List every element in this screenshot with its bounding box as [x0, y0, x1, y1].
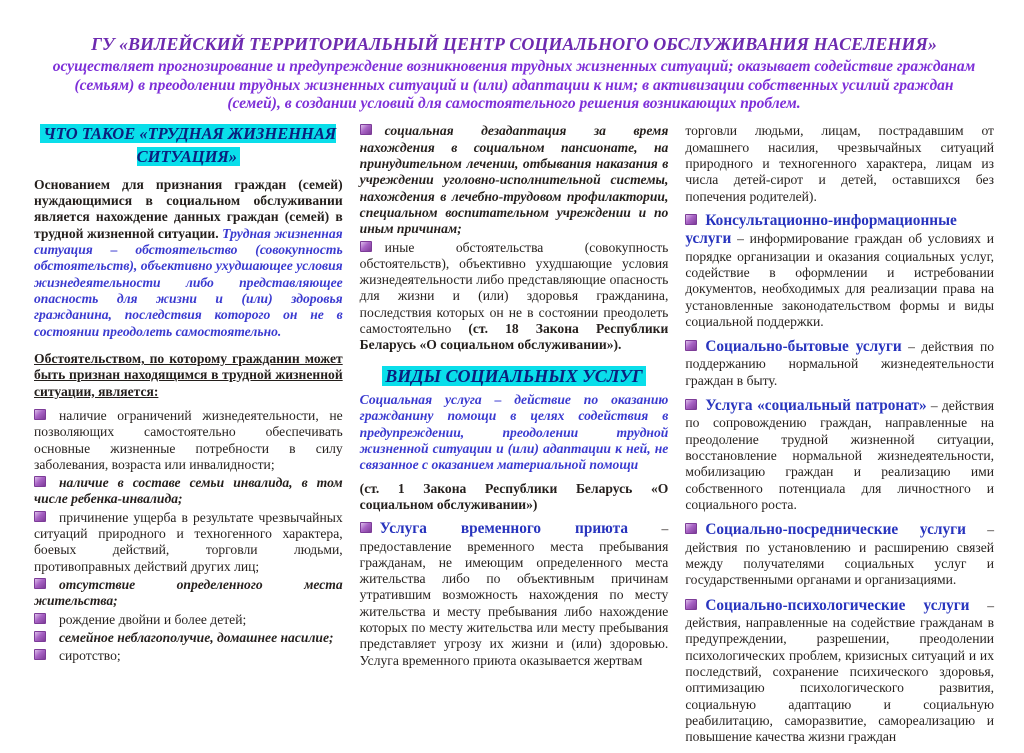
service-body: – действия, направленные на содействие гражданам в предупреждении, разрешении, преодолении психологических проблем, кризисных ситуаций и их последствий, сохранение психического здоровья, оптимизацию психологического развития, социальную адаптацию и социальную реабилитацию, саморазвитие, самореализацию и повышение качества жизни граждан: [685, 597, 995, 745]
intro-paragraph: [34, 177, 343, 340]
square-bullet-icon: [685, 523, 697, 534]
social-service-definition: Социальная услуга – действие по оказанию гражданину помощи в целях содействия в предупреждении, преодолении трудной жизненной ситуации и (или) адаптации к ней, не связанное с оказанием материальной помощи: [359, 391, 669, 473]
list-item-text: социальная дезадаптация за время нахождения в социальном пансионате, на принудительном лечении, отбывания наказания в учреждении уголовно-исполнительной системы, нахождения в лечебно-трудовом профилактории, специальном воспитательном учреждении и по иным причинам;: [359, 123, 669, 237]
content-columns: [34, 123, 994, 753]
list-item: [34, 475, 343, 508]
square-bullet-icon: [34, 613, 46, 624]
page-subtitle: осуществляет прогнозирование и предупреждение возникновения трудных жизненных ситуаций; оказывает содействие гражданам (семьям) в преодолении трудных жизненных ситуаций и (или) адаптации к ним; в активизации собственных усилий граждан (семей), в создании условий для самостоятельного решения возникающих проблем.: [52, 57, 976, 113]
section-heading-wrap: [34, 123, 343, 168]
service-title: Социально-бытовые услуги: [705, 338, 902, 356]
list-subheading: Обстоятельством, по которому гражданин может быть признан находящимся в трудной жизненной ситуации, является:: [34, 350, 343, 399]
square-bullet-icon: [34, 511, 46, 522]
service-body: – предоставление временного места пребывания гражданам, не имеющим определенного места жительства либо по объективным причинам утратившим возможность нахождения по месту жительства и месту пребывания либо нахождение которых по месту жительства или месту пребывания представляет угрозу их жизни и (или) здоровью. Услуга временного приюта оказывается жертвам: [359, 521, 669, 668]
left-column: [34, 123, 343, 753]
right-column: [685, 123, 994, 753]
definition-blue-text: Трудная жизненная ситуация – обстоятельство (совокупность обстоятельств), объективно ухудшающее условия жизнедеятельности либо представляющее опасность для жизни и (или) здоровья гражданина, последствия которого он не в состоянии преодолеть самостоятельно.: [34, 225, 343, 339]
square-bullet-icon: [34, 649, 46, 660]
square-bullet-icon: [360, 522, 372, 533]
law-reference: (ст. 1 Закона Республики Беларусь «О социальном обслуживании»): [359, 480, 669, 512]
page-title: ГУ «ВИЛЕЙСКИЙ ТЕРРИТОРИАЛЬНЫЙ ЦЕНТР СОЦИАЛЬНОГО ОБСЛУЖИВАНИЯ НАСЕЛЕНИЯ»: [91, 34, 937, 54]
square-bullet-icon: [34, 578, 46, 589]
square-bullet-icon: [34, 409, 46, 420]
service-body: – действия по сопровождению граждан, направленные на преодоление трудной жизненной ситуации, восстановление нормальной жизнедеятельности, мобилизацию граждан и реализацию ими собственного потенциала для личностного и социального роста.: [685, 398, 995, 512]
service-title: Социально-психологические услуги: [705, 596, 970, 614]
list-item: [34, 648, 343, 664]
square-bullet-icon: [685, 599, 697, 610]
service-item: [685, 338, 994, 389]
list-item-text: иные обстоятельства (совокупность обстоятельств), объективно ухудшающие условия жизнедеятельности либо представляющие опасность для жизни и (или) здоровья гражданина, последствия которых он не в состоянии преодолеть самостоятельно: [359, 239, 669, 337]
list-item-text: причинение ущерба в результате чрезвычайных ситуаций природного и техногенного характера, боевых действий, торговли людьми, противоправных действий других лиц;: [34, 509, 343, 574]
square-bullet-icon: [34, 476, 46, 487]
square-bullet-icon: [685, 399, 697, 410]
continuation-paragraph: торговли людьми, лицам, пострадавшим от домашнего насилия, чрезвычайных ситуаций природного и техногенного характера, лицам из числа детей-сирот и детей, оставшихся без попечения родителей).: [685, 123, 995, 204]
service-title: Услуга «социальный патронат»: [705, 397, 927, 415]
list-item: [34, 612, 343, 628]
intro-black-text: Основанием для признания граждан (семей) нуждающимися в социальном обслуживании является нахождение данных граждан (семей) в трудной жизненной ситуации.: [34, 176, 343, 241]
service-item: [685, 521, 994, 588]
middle-column: [360, 123, 669, 753]
square-bullet-icon: [685, 214, 697, 225]
square-bullet-icon: [360, 241, 372, 252]
service-body: – действия по установлению и расширению связей между получателями социальных услуг и государственными органами и организациями.: [685, 522, 995, 588]
square-bullet-icon: [360, 124, 372, 135]
list-item: [34, 577, 343, 610]
list-item-text: наличие ограничений жизнедеятельности, не позволяющих самостоятельно обеспечивать основные жизненные потребности в силу заболевания, возраста или инвалидности;: [34, 407, 343, 472]
list-item: [360, 123, 669, 237]
section-heading-difficult-situation: ЧТО ТАКОЕ «ТРУДНАЯ ЖИЗНЕННАЯ СИТУАЦИЯ»: [40, 124, 336, 165]
list-item-text: сиротство;: [59, 648, 121, 664]
service-item: [360, 520, 669, 669]
service-item: [685, 597, 994, 746]
list-item-text: отсутствие определенного места жительства;: [34, 577, 343, 609]
service-body: – действия по поддержанию нормальной жизнедеятельности граждан в быту.: [685, 339, 995, 388]
section-heading-service-types: ВИДЫ СОЦИАЛЬНЫХ УСЛУГ: [382, 366, 645, 386]
list-item-text: рождение двойни и более детей;: [59, 611, 247, 627]
square-bullet-icon: [34, 631, 46, 642]
service-item: [685, 397, 994, 513]
law-reference-bold: (ст. 18 Закона Республики Беларусь «О социальном обслуживании»).: [359, 321, 669, 353]
square-bullet-icon: [685, 340, 697, 351]
list-item: [34, 630, 343, 646]
list-item: [34, 510, 343, 575]
list-item-text: наличие в составе семьи инвалида, в том числе ребенка-инвалида;: [34, 475, 343, 507]
list-item: [34, 408, 343, 473]
service-title: Социально-посреднические услуги: [705, 521, 966, 539]
service-title: Консультационно-информационные услуги: [685, 211, 957, 248]
service-item: [685, 212, 994, 330]
service-title: Услуга временного приюта: [379, 520, 628, 538]
service-body: – информирование граждан об условиях и порядке организации и оказания социальных услуг, содействие в оформлении и истребовании документов, необходимых для реализации права на установленные законодательством формы и виды социальной поддержки.: [685, 231, 995, 329]
section-heading-wrap: [360, 364, 669, 388]
list-item: [360, 240, 669, 354]
list-item-text: семейное неблагополучие, домашнее насилие;: [59, 629, 334, 645]
